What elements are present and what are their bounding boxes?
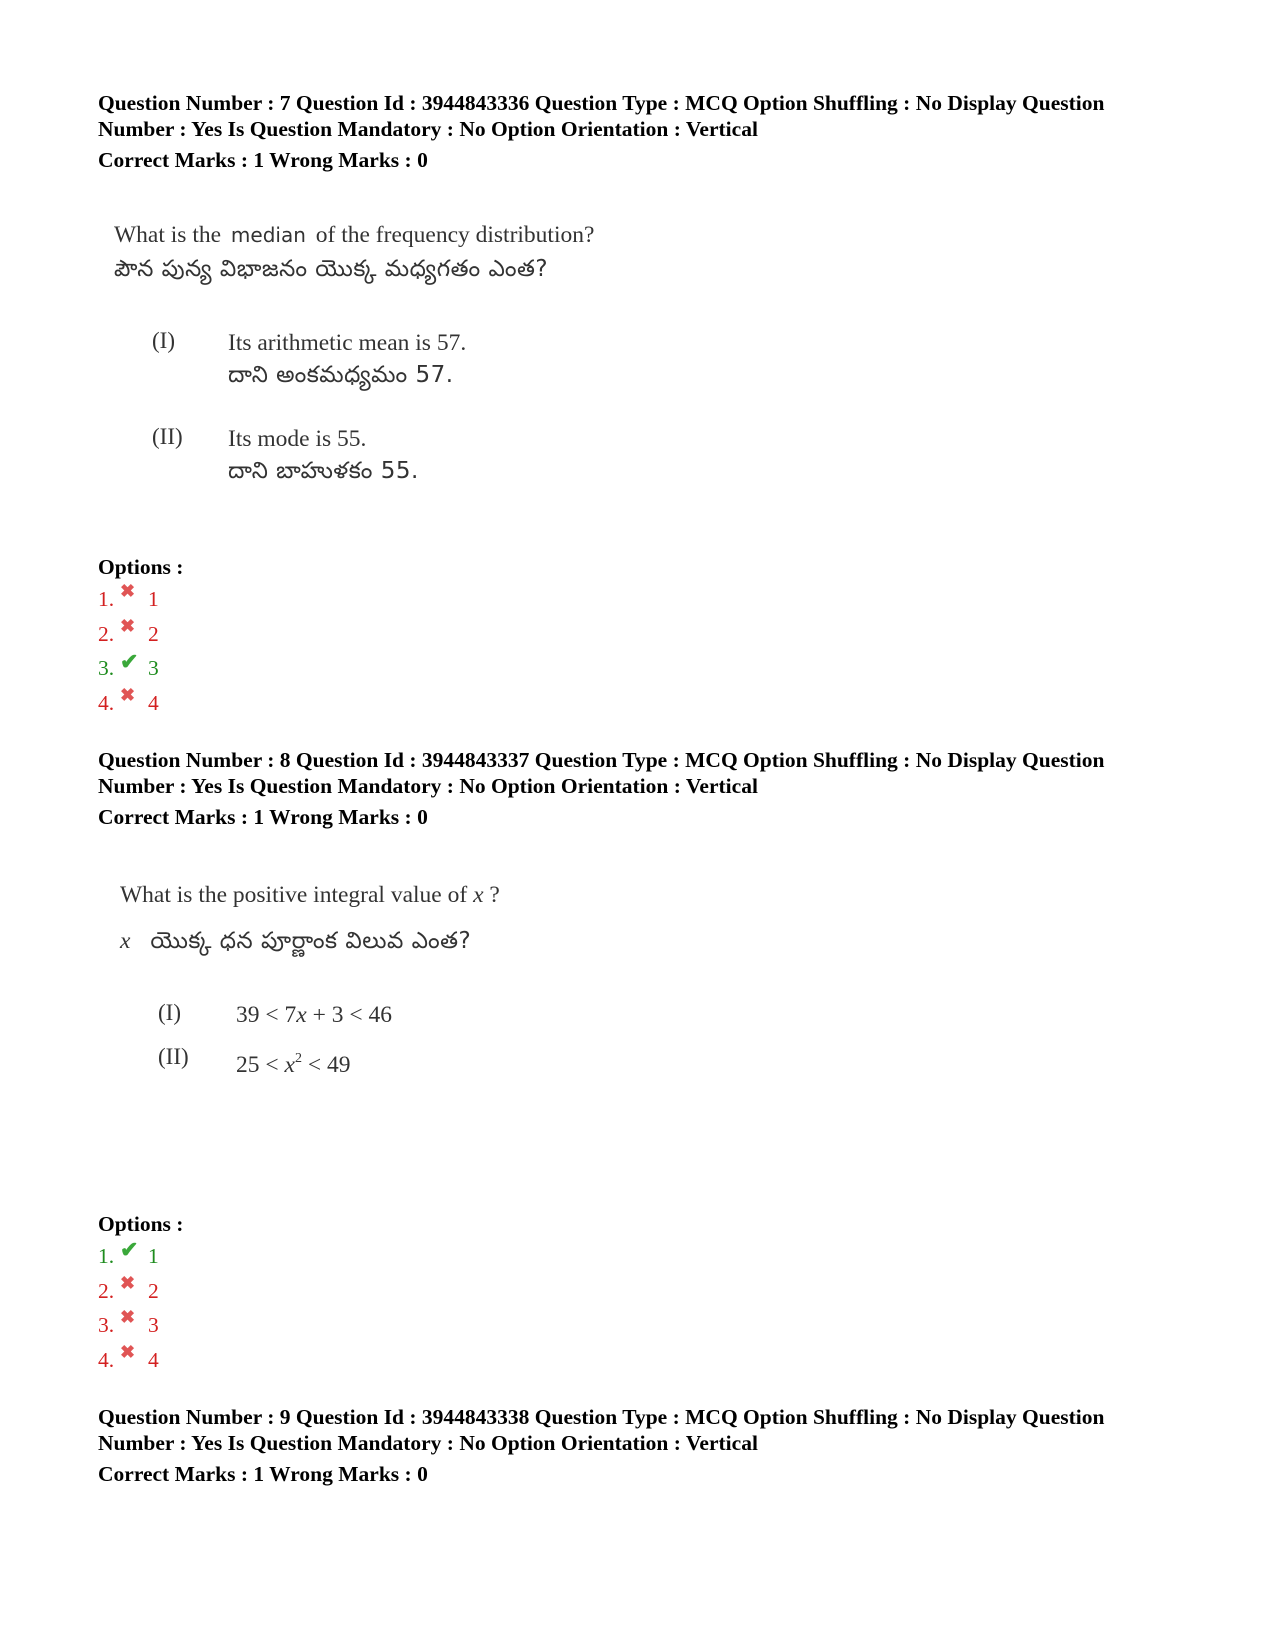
question-8-header xyxy=(98,747,1188,830)
cross-icon: ✖ xyxy=(120,581,136,601)
statement-1 xyxy=(152,328,552,398)
check-icon: ✔ xyxy=(120,1237,139,1262)
prompt-telugu: పౌన పున్య విభాజనం యొక్క మధ్యగతం ఎంత? xyxy=(114,256,549,282)
statement-number: (II) xyxy=(152,424,183,449)
question-meta-line: Number : Yes Is Question Mandatory : No Option Orientation : Vertical xyxy=(98,774,758,798)
question-meta-line: Question Number : 9 Question Id : 3944843338 Question Type : MCQ Option Shuffling : No Display Question xyxy=(98,1405,1105,1429)
prompt-english: What is the median of the frequency distribution? xyxy=(114,222,595,248)
question-8-prompt xyxy=(120,880,500,956)
statement-expression: $25 < x^2 < 49$ xyxy=(236,1051,351,1078)
statement-telugu: దాని అంకమధ్యమం 57. xyxy=(228,362,454,388)
statement-telugu: దాని బాహుళకం 55. xyxy=(228,458,419,484)
statement-number: (I) xyxy=(158,1000,181,1025)
statement-english: Its mode is 55. xyxy=(228,426,367,452)
option-item: 2. ✖ 2 xyxy=(98,1272,159,1303)
question-7-prompt xyxy=(114,220,594,284)
option-item: 4. ✖ 4 xyxy=(98,684,159,715)
options-label: Options : xyxy=(98,555,184,579)
prompt-english: What is the positive integral value of x ? xyxy=(120,882,500,908)
cross-icon: ✖ xyxy=(120,684,136,705)
option-item: 3. ✖ 3 xyxy=(98,1307,159,1337)
option-item: 1. ✔ 1 xyxy=(98,1237,159,1268)
cross-icon: ✖ xyxy=(120,1341,136,1362)
statement-number: (II) xyxy=(158,1044,189,1069)
option-item: 2. ✖ 2 xyxy=(98,615,159,646)
option-item: 1. ✖ 1 xyxy=(98,581,159,611)
option-item: 4. ✖ 4 xyxy=(98,1341,159,1372)
question-marks: Correct Marks : 1 Wrong Marks : 0 xyxy=(98,805,428,829)
option-item: 3. ✔ 3 xyxy=(98,649,159,680)
question-meta-line: Number : Yes Is Question Mandatory : No Option Orientation : Vertical xyxy=(98,1431,758,1455)
question-9-header xyxy=(98,1404,1188,1487)
check-icon: ✔ xyxy=(120,649,139,674)
question-meta-line: Question Number : 8 Question Id : 3944843337 Question Type : MCQ Option Shuffling : No Display Question xyxy=(98,748,1105,772)
question-marks: Correct Marks : 1 Wrong Marks : 0 xyxy=(98,148,428,172)
options-list xyxy=(98,1237,159,1382)
options-label: Options : xyxy=(98,1212,184,1236)
statement-number: (I) xyxy=(152,328,175,353)
statement-2 xyxy=(152,424,552,494)
question-marks: Correct Marks : 1 Wrong Marks : 0 xyxy=(98,1462,428,1486)
statement-expression: 39 < 7x + 3 < 46 xyxy=(236,1002,392,1028)
cross-icon: ✖ xyxy=(120,1307,136,1327)
statement-english: Its arithmetic mean is 57. xyxy=(228,330,467,356)
question-meta-line: Question Number : 7 Question Id : 3944843336 Question Type : MCQ Option Shuffling : No Display Question xyxy=(98,91,1105,115)
question-7-header xyxy=(98,90,1188,173)
statement-2 xyxy=(158,1044,558,1078)
cross-icon: ✖ xyxy=(120,615,136,636)
statement-1 xyxy=(158,1000,558,1034)
cross-icon: ✖ xyxy=(120,1272,136,1293)
options-list xyxy=(98,581,159,725)
prompt-telugu: x యొక్క ధన పూర్ణాంక విలువ ఎంత? xyxy=(120,928,472,954)
question-meta-line: Number : Yes Is Question Mandatory : No Option Orientation : Vertical xyxy=(98,117,758,141)
